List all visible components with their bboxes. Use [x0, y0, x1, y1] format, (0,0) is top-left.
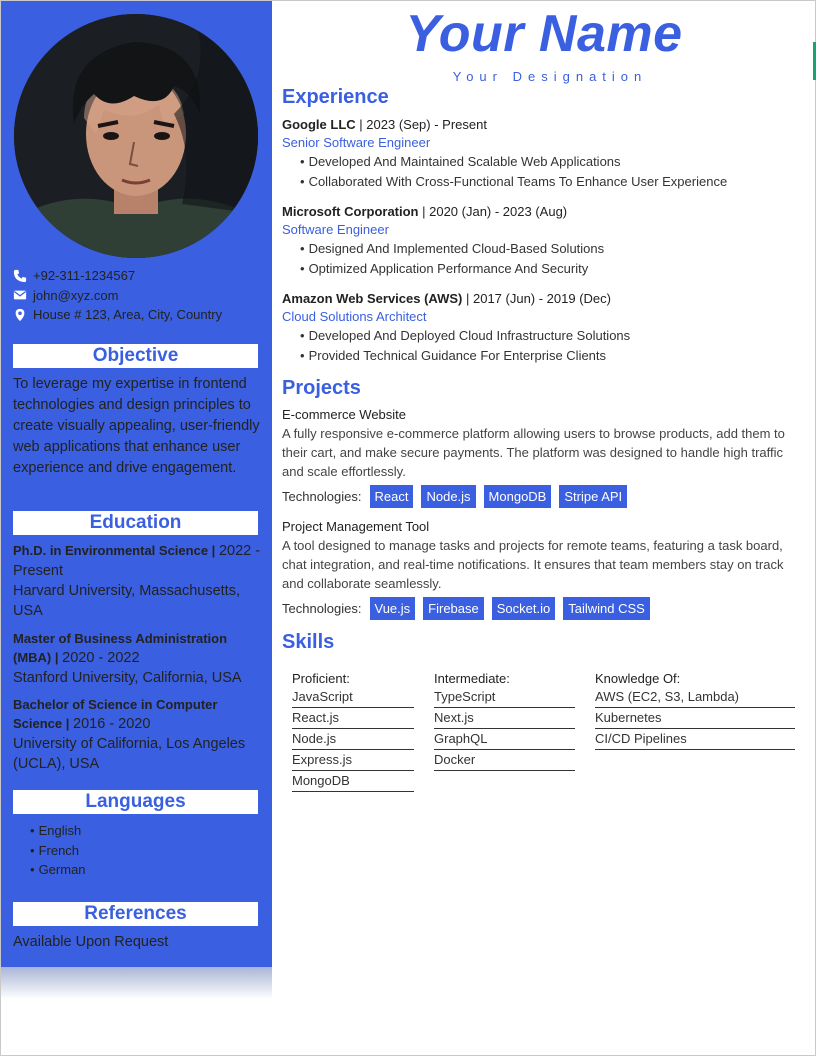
skills-heading: Skills [282, 631, 335, 653]
company-name: Amazon Web Services (AWS) [282, 291, 463, 306]
job-period: 2023 (Sep) - Present [366, 117, 487, 132]
skill-level-label: Intermediate: [434, 671, 510, 686]
job-role: Cloud Solutions Architect [282, 309, 427, 324]
degree-years: 2016 - 2020 [73, 716, 151, 732]
skill-item: Next.js [434, 709, 575, 729]
language-item: • English [30, 821, 86, 841]
skill-item: MongoDB [292, 772, 414, 792]
email-text: john@xyz.com [33, 287, 119, 303]
tech-row [282, 597, 806, 620]
address-text: House # 123, Area, City, Country [33, 307, 223, 323]
skill-item: Node.js [292, 730, 414, 750]
skill-item: React.js [292, 709, 414, 729]
school-name: University of California, Los Angeles (UCLA), USA [13, 736, 246, 772]
language-item: • French [30, 841, 86, 861]
education-item [13, 695, 263, 774]
job-bullet: • Developed And Deployed Cloud Infrastructure Solutions [300, 326, 802, 346]
phone-icon [13, 269, 27, 283]
job-bullet: • Optimized Application Performance And Security [300, 259, 802, 279]
degree-title: Bachelor of Science in Computer Science [13, 697, 218, 731]
degree-years: 2022 - Present [13, 543, 261, 579]
contact-phone [13, 266, 222, 286]
education-item [13, 541, 263, 621]
project-entry [282, 518, 806, 620]
portrait-illustration [14, 14, 258, 258]
job-role: Senior Software Engineer [282, 135, 431, 150]
education-item [13, 629, 263, 688]
skill-level-label: Knowledge Of: [595, 671, 681, 686]
sidebar-fade [1, 967, 272, 999]
education-heading: Education [13, 511, 258, 535]
tech-tag: React [370, 485, 414, 508]
job-entry [282, 290, 802, 366]
company-name: Google LLC [282, 117, 356, 132]
job-period: 2017 (Jun) - 2019 (Dec) [472, 291, 611, 306]
job-bullets [282, 239, 802, 279]
tech-tag: Stripe API [559, 485, 627, 508]
skill-item: Kubernetes [595, 709, 795, 729]
job-company-line: Amazon Web Services (AWS) | 2017 (Jun) - 2019 (Dec) [282, 291, 611, 306]
skills-knowledge [595, 670, 795, 751]
tech-tag: Node.js [421, 485, 475, 508]
tech-label: Technologies: [282, 601, 362, 616]
tech-label: Technologies: [282, 489, 362, 504]
job-entry [282, 116, 802, 192]
project-description: A fully responsive e-commerce platform allowing users to browse products, add them to their cart, and make secure payments. The platform was designed to handle high traffic and scale effortlessly. [282, 426, 785, 479]
contact-info [13, 266, 222, 325]
skills-intermediate [434, 670, 575, 772]
job-bullet: • Designed And Implemented Cloud-Based Solutions [300, 239, 802, 259]
skill-item: JavaScript [292, 688, 414, 708]
job-period: 2020 (Jan) - 2023 (Aug) [429, 204, 568, 219]
language-item: • German [30, 860, 86, 880]
skill-level-label: Proficient: [292, 671, 350, 686]
candidate-name: Your Name [405, 5, 683, 63]
job-bullet: • Collaborated With Cross-Functional Teams To Enhance User Experience [300, 172, 802, 192]
tech-tag: Firebase [423, 597, 484, 620]
experience-heading: Experience [282, 86, 389, 108]
degree-title: Master of Business Administration (MBA) [13, 631, 228, 665]
skill-item: AWS (EC2, S3, Lambda) [595, 688, 795, 708]
references-heading: References [13, 902, 258, 926]
avatar [14, 14, 258, 258]
objective-heading: Objective [13, 344, 258, 368]
tech-tag: Vue.js [370, 597, 416, 620]
school-name: Stanford University, California, USA [13, 670, 242, 686]
degree-line: Master of Business Administration (MBA) | 2020 - 2022 [13, 631, 228, 666]
email-icon [13, 288, 27, 302]
degree-line: Bachelor of Science in Computer Science | 2016 - 2020 [13, 697, 218, 732]
tech-tag: Tailwind CSS [563, 597, 650, 620]
school-name: Harvard University, Massachusetts, USA [13, 583, 240, 619]
degree-line: Ph.D. in Environmental Science | 2022 - Present [13, 543, 261, 579]
tech-tag: MongoDB [484, 485, 552, 508]
phone-text: +92-311-1234567 [33, 268, 136, 284]
degree-title: Ph.D. in Environmental Science [13, 543, 209, 558]
skill-item: Docker [434, 751, 575, 771]
job-company-line: Google LLC | 2023 (Sep) - Present [282, 117, 487, 132]
skills-proficient [292, 670, 414, 793]
degree-years: 2020 - 2022 [62, 650, 140, 666]
location-icon [13, 308, 27, 322]
skill-item: CI/CD Pipelines [595, 730, 795, 750]
job-bullet: • Provided Technical Guidance For Enterprise Clients [300, 346, 802, 366]
references-text: Available Upon Request [13, 934, 169, 950]
languages-list [30, 821, 86, 880]
languages-heading: Languages [13, 790, 258, 814]
job-bullet: • Developed And Maintained Scalable Web Applications [300, 152, 802, 172]
contact-address [13, 305, 222, 325]
tech-row [282, 485, 806, 508]
project-entry [282, 406, 806, 508]
candidate-designation: Your Designation [452, 69, 648, 84]
skill-item: Express.js [292, 751, 414, 771]
job-role: Software Engineer [282, 222, 389, 237]
skill-item: GraphQL [434, 730, 575, 750]
project-title: Project Management Tool [282, 519, 430, 534]
job-bullets [282, 326, 802, 366]
company-name: Microsoft Corporation [282, 204, 419, 219]
contact-email [13, 286, 222, 306]
job-entry [282, 203, 802, 279]
job-bullets [282, 152, 802, 192]
projects-heading: Projects [282, 377, 361, 399]
job-company-line: Microsoft Corporation | 2020 (Jan) - 2023 (Aug) [282, 204, 568, 219]
project-description: A tool designed to manage tasks and projects for remote teams, featuring a task board, chat integration, and real-time notifications. It ensures that team members stay on track and collaborate seamlessly. [282, 538, 784, 591]
project-title: E-commerce Website [282, 407, 407, 422]
skill-item: TypeScript [434, 688, 575, 708]
objective-text: To leverage my expertise in frontend technologies and design principles to create visually appealing, user-friendly web applications that enhance user experience and drive engagement. [13, 376, 260, 476]
tech-tag: Socket.io [492, 597, 555, 620]
